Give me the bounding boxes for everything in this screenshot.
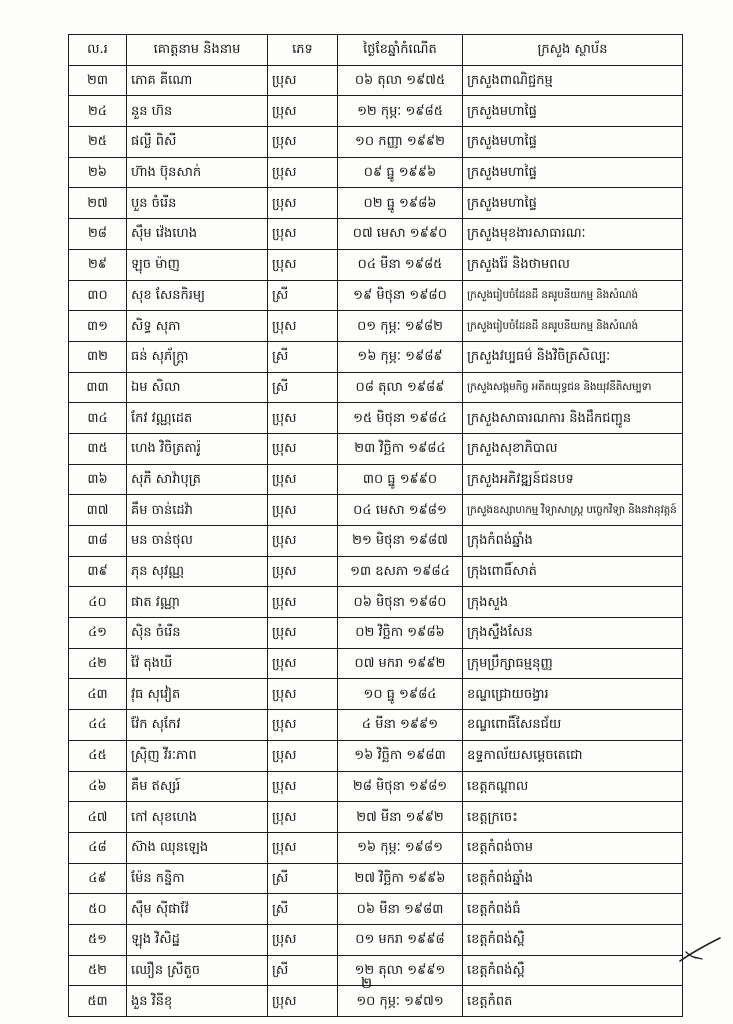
cell-name: ផល្លី ពិសី (127, 127, 268, 158)
signature-mark (676, 934, 724, 964)
cell-dob: ១៣ ឧសភា ១៩៨៤ (338, 556, 463, 587)
cell-name: ឡុង វិសិដ្ឋ (127, 924, 268, 955)
cell-name: ភុន សុវណ្ណ (127, 556, 268, 587)
cell-name: គឹម ឥស្សរ៍ (127, 771, 268, 802)
cell-no: ៥៣ (69, 986, 127, 1017)
cell-dob: ០៩ ធ្នូ ១៩៩៦ (338, 157, 463, 188)
personnel-table (68, 34, 683, 1017)
cell-dob: ២៣ វិច្ឆិកា ១៩៨៤ (338, 433, 463, 464)
cell-ministry: ក្រសួងមហាផ្ទៃ (463, 157, 683, 188)
cell-no: ៤០ (69, 587, 127, 618)
cell-ministry: ក្រសួងសាធារណការ និងដឹកជញ្ជូន (463, 403, 683, 434)
table-header-row (69, 35, 683, 66)
cell-name: ស៊ិន ចំរើន (127, 618, 268, 649)
cell-sex: ស្រី (268, 955, 338, 986)
table-row (69, 802, 683, 833)
cell-ministry: ខេត្តកំពង់ស្ពឺ (463, 924, 683, 955)
cell-name: មន ចាន់ថុល (127, 526, 268, 557)
table-row (69, 433, 683, 464)
cell-ministry: ខណ្ឌពោធិ៍សែនជ័យ (463, 710, 683, 741)
cell-no: ៤៤ (69, 710, 127, 741)
cell-name: គឹម ចាន់ដេវ៉ា (127, 495, 268, 526)
cell-ministry: ក្រសួងមហាផ្ទៃ (463, 188, 683, 219)
cell-ministry: ក្រសួងឧស្សាហកម្ម វិទ្យាសាស្ត្រ បច្ចេកវិទ្យា និងនវានុវត្តន៍ (463, 495, 683, 526)
cell-dob: ១៥ មិថុនា ១៩៨៤ (338, 403, 463, 434)
table-row (69, 403, 683, 434)
cell-ministry: ក្រសួងពាណិជ្ជកម្ម (463, 65, 683, 96)
cell-ministry: ក្រសួងវប្បធម៌ និងវិចិត្រសិល្បៈ (463, 341, 683, 372)
table-row (69, 280, 683, 311)
cell-ministry: ក្រសួងរ៉ែ និងថាមពល (463, 249, 683, 280)
cell-name: វុធ សុវៀត (127, 679, 268, 710)
cell-name: ឈឿន ស្រីតួច (127, 955, 268, 986)
cell-no: ៣៣ (69, 372, 127, 403)
cell-no: ២៩ (69, 249, 127, 280)
cell-ministry: ខេត្តកណ្តាល (463, 771, 683, 802)
cell-no: ៤៥ (69, 740, 127, 771)
cell-dob: ១៦ វិច្ឆិកា ១៩៨៣ (338, 740, 463, 771)
cell-sex: ប្រុស (268, 710, 338, 741)
cell-dob: ២៧ មីនា ១៩៩២ (338, 802, 463, 833)
cell-sex: ប្រុស (268, 679, 338, 710)
cell-sex: ស្រី (268, 863, 338, 894)
cell-dob: ២១ មិថុនា ១៩៨៧ (338, 526, 463, 557)
cell-sex: ប្រុស (268, 96, 338, 127)
cell-no: ៤៨ (69, 832, 127, 863)
table-row (69, 618, 683, 649)
cell-no: ៣៥ (69, 433, 127, 464)
cell-dob: ១០ កុម្ភៈ ១៩៧១ (338, 986, 463, 1017)
cell-sex: ប្រុស (268, 832, 338, 863)
cell-name: ឯម សិលា (127, 372, 268, 403)
cell-sex: ប្រុស (268, 924, 338, 955)
table-row (69, 863, 683, 894)
cell-name: ស្រ៊ិញ វីរៈភាព (127, 740, 268, 771)
cell-no: ៣១ (69, 311, 127, 342)
cell-ministry: ខេត្តកំពត (463, 986, 683, 1017)
cell-sex: ប្រុស (268, 556, 338, 587)
cell-dob: ០២ វិច្ឆិកា ១៩៨៦ (338, 618, 463, 649)
table-row (69, 526, 683, 557)
table-row (69, 832, 683, 863)
cell-ministry: ក្រសួងអភិវឌ្ឍន៍ជនបទ (463, 464, 683, 495)
cell-dob: ០១ កុម្ភៈ ១៩៨២ (338, 311, 463, 342)
table-row (69, 127, 683, 158)
cell-no: ៣៨ (69, 526, 127, 557)
cell-sex: ប្រុស (268, 618, 338, 649)
table-row (69, 219, 683, 250)
cell-ministry: ក្រសួងមហាផ្ទៃ (463, 127, 683, 158)
cell-name: កៅ សុខហេង (127, 802, 268, 833)
cell-dob: ១២ កុម្ភៈ ១៩៨៥ (338, 96, 463, 127)
table-row (69, 372, 683, 403)
cell-name: វ៉ែក សុកែវ (127, 710, 268, 741)
cell-no: ៣៤ (69, 403, 127, 434)
cell-no: ៥២ (69, 955, 127, 986)
cell-ministry: ខេត្តក្រចេះ (463, 802, 683, 833)
page-number: ២ (360, 974, 373, 992)
cell-name: នួន ហ៊ន (127, 96, 268, 127)
cell-sex: ប្រុស (268, 986, 338, 1017)
cell-name: ធន់ សុភ័ក្ត្រា (127, 341, 268, 372)
cell-sex: ប្រុស (268, 802, 338, 833)
cell-name: ហ៊ាង ប៊ុនសាក់ (127, 157, 268, 188)
cell-sex: ប្រុស (268, 771, 338, 802)
cell-sex: ប្រុស (268, 249, 338, 280)
cell-name: ស៊ាង ឈុនឡេង (127, 832, 268, 863)
cell-sex: ប្រុស (268, 403, 338, 434)
cell-no: ៣៧ (69, 495, 127, 526)
table-row (69, 924, 683, 955)
cell-sex: ប្រុស (268, 219, 338, 250)
cell-sex: ប្រុស (268, 433, 338, 464)
table-row (69, 495, 683, 526)
cell-ministry: ក្រុងពោធិ៍សាត់ (463, 556, 683, 587)
table-row (69, 648, 683, 679)
cell-no: ៣៩ (69, 556, 127, 587)
cell-name: សុខ សែនកិរម្យ (127, 280, 268, 311)
header-dob: ថ្ងៃខែឆ្នាំកំណើត (338, 35, 463, 66)
cell-ministry: ក្រុមប្រឹក្សាធម្មនុញ្ញ (463, 648, 683, 679)
cell-dob: ០២ ធ្នូ ១៩៨៦ (338, 188, 463, 219)
cell-sex: ប្រុស (268, 464, 338, 495)
cell-dob: ១២ តុលា ១៩៩១ (338, 955, 463, 986)
cell-name: កែវ វណ្ណដេត (127, 403, 268, 434)
cell-no: ៣២ (69, 341, 127, 372)
cell-name: បួន ចំរើន (127, 188, 268, 219)
cell-ministry: ក្រសួងរៀបចំដែនដី នគរូបនីយកម្ម និងសំណង់ (463, 280, 683, 311)
cell-sex: ប្រុស (268, 65, 338, 96)
cell-dob: ០៦ មិថុនា ១៩៨០ (338, 587, 463, 618)
cell-no: ៣៦ (69, 464, 127, 495)
table-row (69, 96, 683, 127)
table-row (69, 894, 683, 925)
table-row (69, 157, 683, 188)
cell-name: ឡុច ម៉ាញ (127, 249, 268, 280)
table-body (69, 65, 683, 1016)
table-row (69, 556, 683, 587)
cell-ministry: ក្រុងសួង (463, 587, 683, 618)
cell-dob: ០៧ មករា ១៩៩២ (338, 648, 463, 679)
header-name: គោត្តនាម និងនាម (127, 35, 268, 66)
cell-sex: ប្រុស (268, 127, 338, 158)
table-row (69, 679, 683, 710)
cell-no: ៤៧ (69, 802, 127, 833)
cell-no: ៤១ (69, 618, 127, 649)
cell-no: ២៣ (69, 65, 127, 96)
cell-dob: ៤ មីនា ១៩៩១ (338, 710, 463, 741)
cell-no: ២៦ (69, 157, 127, 188)
table-row (69, 311, 683, 342)
cell-dob: ០៦ តុលា ១៩៧៥ (338, 65, 463, 96)
cell-dob: ២៧ វិច្ឆិកា ១៩៩៦ (338, 863, 463, 894)
cell-ministry: ក្រុងស្ទឹងសែន (463, 618, 683, 649)
cell-dob: ២៨ មិថុនា ១៩៨១ (338, 771, 463, 802)
cell-sex: ស្រី (268, 894, 338, 925)
header-no: ល.រ (69, 35, 127, 66)
cell-name: ភោគ គីណោ (127, 65, 268, 96)
cell-name: ងួន វិនីខុ (127, 986, 268, 1017)
table-row (69, 188, 683, 219)
cell-sex: ប្រុស (268, 648, 338, 679)
cell-ministry: ក្រុងកំពង់ឆ្នាំង (463, 526, 683, 557)
cell-dob: ០៦ មីនា ១៩៨៣ (338, 894, 463, 925)
cell-sex: ប្រុស (268, 311, 338, 342)
cell-dob: ០១ មករា ១៩៩៨ (338, 924, 463, 955)
cell-no: ២៤ (69, 96, 127, 127)
cell-dob: ១៩ មិថុនា ១៩៨០ (338, 280, 463, 311)
table-row (69, 771, 683, 802)
cell-ministry: ឧទ្ទកាល័យសម្តេចតេជោ (463, 740, 683, 771)
cell-dob: ០៤ មីនា ១៩៨៥ (338, 249, 463, 280)
table-row (69, 65, 683, 96)
cell-name: ម៉ែន កន្និកា (127, 863, 268, 894)
cell-ministry: ក្រសួងសង្គមកិច្ច អតីតយុទ្ធជន និងយុវនីតិសម្បទា (463, 372, 683, 403)
cell-sex: ស្រី (268, 280, 338, 311)
table-row (69, 464, 683, 495)
cell-name: សុភី សាវ៉ាបុត្រ (127, 464, 268, 495)
cell-ministry: ក្រសួងមុខងារសាធារណៈ (463, 219, 683, 250)
cell-dob: ០៤ មេសា ១៩៨១ (338, 495, 463, 526)
header-sex: ភេទ (268, 35, 338, 66)
cell-name: សិទ្ធ សុភា (127, 311, 268, 342)
cell-name: វ៉ៃ តុងឃី (127, 648, 268, 679)
cell-ministry: ខេត្តកំពង់ធំ (463, 894, 683, 925)
table-row (69, 249, 683, 280)
cell-no: ៤២ (69, 648, 127, 679)
cell-no: ៤៩ (69, 863, 127, 894)
cell-ministry: ខណ្ឌជ្រោយចង្វារ (463, 679, 683, 710)
cell-ministry: ក្រសួងមហាផ្ទៃ (463, 96, 683, 127)
cell-sex: ប្រុស (268, 740, 338, 771)
cell-ministry: ក្រសួងរៀបចំដែនដី នគរូបនីយកម្ម និងសំណង់ (463, 311, 683, 342)
cell-dob: ១៦ កុម្ភៈ ១៩៨១ (338, 832, 463, 863)
cell-sex: ប្រុស (268, 495, 338, 526)
cell-sex: ស្រី (268, 341, 338, 372)
table-row (69, 587, 683, 618)
table-row (69, 341, 683, 372)
cell-name: ផាត វណ្ណា (127, 587, 268, 618)
cell-dob: ១០ ធ្នូ ១៩៨៤ (338, 679, 463, 710)
cell-ministry: ខេត្តកំពង់ចាម (463, 832, 683, 863)
cell-ministry: ខេត្តកំពង់ឆ្នាំង (463, 863, 683, 894)
cell-name: ស៊ឹម វ៉េងហេង (127, 219, 268, 250)
cell-sex: ប្រុស (268, 526, 338, 557)
cell-dob: ៣០ ធ្នូ ១៩៩០ (338, 464, 463, 495)
cell-ministry: ខេត្តកំពង់ស្ពឺ (463, 955, 683, 986)
table-row (69, 710, 683, 741)
cell-dob: ០៧ មេសា ១៩៩០ (338, 219, 463, 250)
table-row (69, 740, 683, 771)
cell-no: ៤៣ (69, 679, 127, 710)
cell-sex: ស្រី (268, 372, 338, 403)
cell-name: ហេង វិចិត្រតារ៉ូ (127, 433, 268, 464)
cell-dob: ១០ កញ្ញា ១៩៩២ (338, 127, 463, 158)
cell-no: ៣០ (69, 280, 127, 311)
cell-no: ៥១ (69, 924, 127, 955)
cell-no: ៥០ (69, 894, 127, 925)
cell-no: ៤៦ (69, 771, 127, 802)
cell-no: ២៨ (69, 219, 127, 250)
cell-dob: ១៦ កុម្ភៈ ១៩៨៩ (338, 341, 463, 372)
header-ministry: ក្រសួង ស្ថាប័ន (463, 35, 683, 66)
cell-sex: ប្រុស (268, 188, 338, 219)
cell-no: ២៧ (69, 188, 127, 219)
cell-sex: ប្រុស (268, 157, 338, 188)
cell-dob: ០៨ តុលា ១៩៨៩ (338, 372, 463, 403)
cell-ministry: ក្រសួងសុខាភិបាល (463, 433, 683, 464)
cell-no: ២៥ (69, 127, 127, 158)
cell-sex: ប្រុស (268, 587, 338, 618)
cell-name: ស៊ឹម ស៊ីផាវ៉ែ (127, 894, 268, 925)
